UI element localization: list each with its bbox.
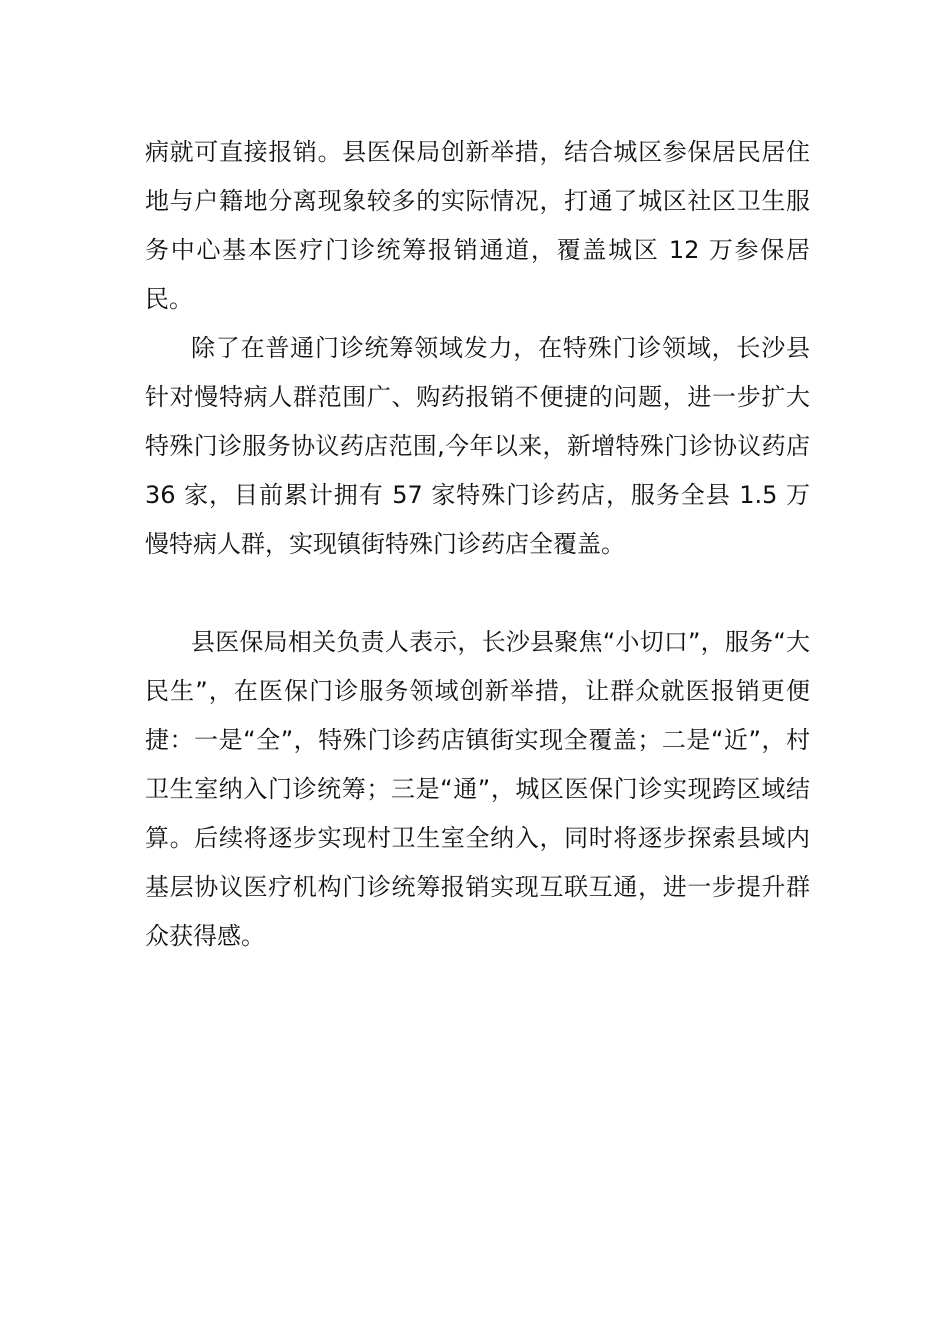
- paragraph-spacer: [145, 569, 810, 618]
- paragraph-3: 县医保局相关负责人表示，长沙县聚焦“小切口”，服务“大民生”，在医保门诊服务领域创新举措，让群众就医报销更便捷：一是“全”，特殊门诊药店镇街实现全覆盖；二是“近”，村卫生室纳入门诊统筹；三是“通”，城区医保门诊实现跨区域结算。后续将逐步实现村卫生室全纳入，同时将逐步探索县域内基层协议医疗机构门诊统筹报销实现互联互通，进一步提升群众获得感。: [145, 628, 810, 950]
- document-body: [145, 128, 810, 961]
- paragraph-1: 病就可直接报销。县医保局创新举措，结合城区参保居民居住地与户籍地分离现象较多的实际情况，打通了城区社区卫生服务中心基本医疗门诊统筹报销通道，覆盖城区 12 万参保居民。: [145, 138, 810, 313]
- paragraph-2: 除了在普通门诊统筹领域发力，在特殊门诊领域，长沙县针对慢特病人群范围广、购药报销不便捷的问题，进一步扩大特殊门诊服务协议药店范围,今年以来，新增特殊门诊协议药店 36 家，目前累计拥有 57 家特殊门诊药店，服务全县 1.5 万慢特病人群，实现镇街特殊门诊药店全覆盖。: [145, 334, 810, 558]
